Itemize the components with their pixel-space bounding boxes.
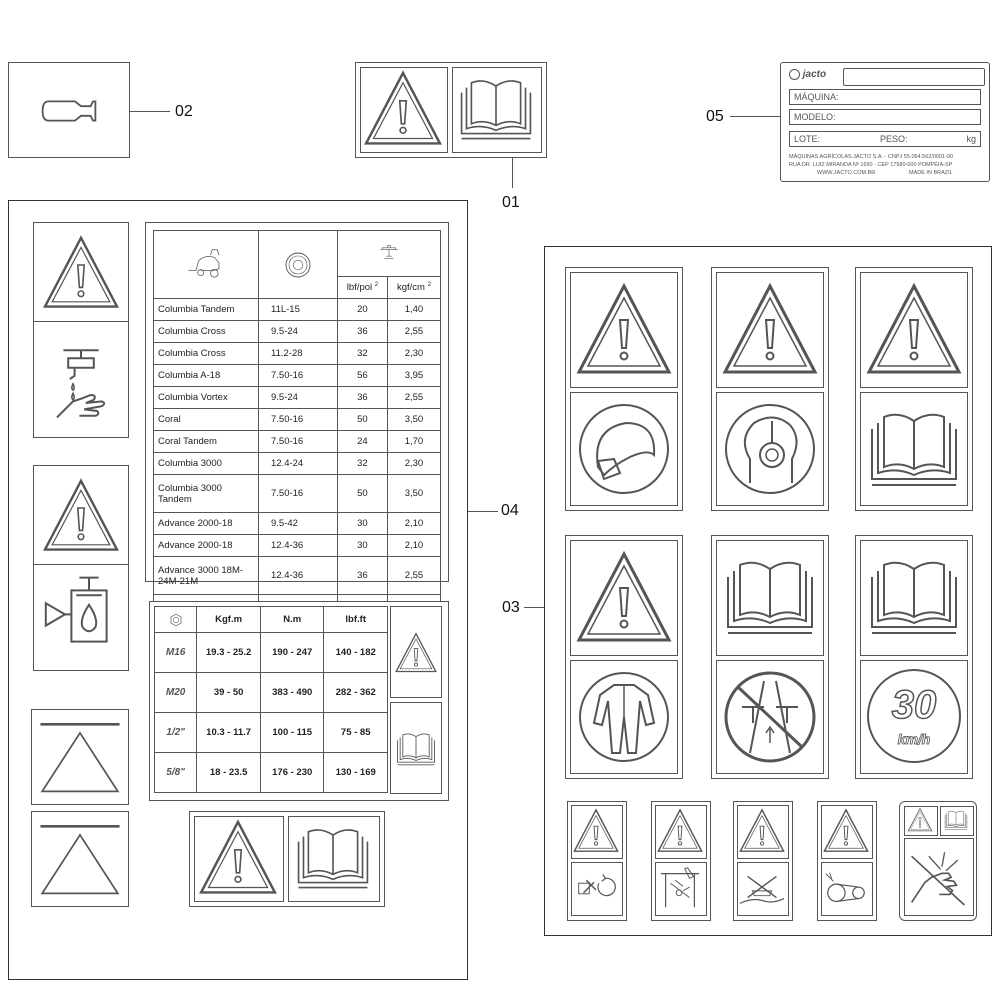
label-warning-manual-bottom	[189, 811, 385, 907]
kgf-cell: 2,55	[387, 321, 440, 343]
torque-kgf-cell: 18 - 23.5	[197, 753, 261, 793]
warning-icon	[822, 806, 870, 856]
torque-row	[155, 673, 388, 713]
tap-hand-icon	[41, 329, 121, 429]
manual-book-icon	[453, 68, 539, 150]
tire-size-cell: 11.2-28	[259, 343, 338, 365]
torque-row	[155, 713, 388, 753]
plate-brand: jacto	[802, 69, 827, 81]
leader-line-02	[130, 111, 170, 112]
leader-line-01	[512, 158, 513, 188]
kgf-cell: 3,95	[387, 365, 440, 387]
warning-icon	[394, 631, 438, 675]
tire-pressure-rows	[154, 299, 441, 617]
torque-rows	[155, 633, 388, 793]
label-small-no-step	[733, 801, 793, 921]
model-cell: Columbia 3000	[154, 453, 259, 475]
warning-icon	[574, 276, 674, 384]
sprayer-icon	[166, 246, 246, 284]
id-plate	[780, 62, 990, 182]
lbf-cell: 24	[338, 431, 388, 453]
tire-size-cell: 7.50-16	[259, 409, 338, 431]
torque-kgf-cell: 19.3 - 25.2	[197, 633, 261, 673]
rotating-shaft-icon	[572, 863, 620, 913]
model-cell: Columbia Tandem	[154, 299, 259, 321]
tire-pressure-row	[154, 387, 441, 409]
manual-book-icon	[394, 727, 438, 771]
lbf-cell: 36	[338, 387, 388, 409]
ear-protection-icon	[720, 399, 820, 499]
tire-pressure-row	[154, 475, 441, 513]
torque-nm-cell: 383 - 490	[260, 673, 323, 713]
tire-icon	[283, 250, 313, 280]
belt-hazard-icon	[822, 863, 870, 913]
label-manual-no-road	[711, 535, 829, 779]
label-warning-overall	[565, 535, 683, 779]
warning-icon	[195, 817, 281, 899]
tire-pressure-row	[154, 409, 441, 431]
kgf-cell: 2,30	[387, 453, 440, 475]
label-02-lance	[8, 62, 130, 158]
torque-lbf-cell: 140 - 182	[324, 633, 388, 673]
kgf-cell: 1,70	[387, 431, 440, 453]
label-warning-hydraulic	[33, 465, 129, 671]
lbf-cell: 56	[338, 365, 388, 387]
callout-04: 04	[501, 502, 519, 519]
torque-nm-cell: 100 - 115	[260, 713, 323, 753]
lbf-cell: 50	[338, 475, 388, 513]
manual-book-icon	[864, 547, 964, 647]
plate-row-lote-peso: LOTE: PESO: kg	[789, 131, 981, 147]
callout-02: 02	[175, 103, 193, 120]
tire-size-cell: 12.4-36	[259, 535, 338, 557]
kgf-cell: 2,55	[387, 557, 440, 595]
tire-pressure-row	[154, 343, 441, 365]
tire-pressure-row	[154, 453, 441, 475]
label-group-04	[8, 200, 468, 980]
torque-kgf-cell: 10.3 - 11.7	[197, 713, 261, 753]
torque-warning-cell	[390, 606, 442, 698]
tire-pressure-table	[153, 230, 441, 617]
torque-row	[155, 633, 388, 673]
torque-manual-cell	[390, 702, 442, 794]
plate-address-line: RUA DR. LUIZ MIRANDA Nº 1650 - CEP 17580-000 POMPÉIA-SP	[789, 162, 953, 168]
tire-size-cell: 9.5-42	[259, 513, 338, 535]
kgf-cell: 2,10	[387, 535, 440, 557]
no-step-icon	[738, 863, 786, 913]
header-kgfm: Kgf.m	[197, 607, 261, 633]
unit-lbf-header: lbf/pol $^2$	[338, 277, 388, 299]
torque-lbf-cell: 75 - 85	[324, 713, 388, 753]
torque-size-cell: M16	[155, 633, 197, 673]
kgf-cell: 1,40	[387, 299, 440, 321]
torque-kgf-cell: 39 - 50	[197, 673, 261, 713]
header-lbfft: lbf.ft	[324, 607, 388, 633]
kgf-cell: 3,50	[387, 409, 440, 431]
torque-size-cell: 1/2"	[155, 713, 197, 753]
lbf-cell: 32	[338, 343, 388, 365]
manual-book-icon	[289, 817, 377, 899]
callout-03: 03	[502, 599, 520, 616]
leader-line-04	[468, 511, 498, 512]
label-warning-ear-protection	[711, 267, 829, 511]
lbf-cell: 30	[338, 535, 388, 557]
label-small-rotating-parts	[567, 801, 627, 921]
leader-line-03	[524, 607, 544, 608]
torque-lbf-cell: 130 - 169	[324, 753, 388, 793]
tire-size-cell: 9.5-24	[259, 387, 338, 409]
warning-icon	[905, 807, 935, 833]
plate-blank-field	[843, 68, 985, 86]
tire-pressure-row	[154, 535, 441, 557]
unit-kgf-header: kgf/cm $^2$	[387, 277, 440, 299]
protective-clothing-icon	[574, 667, 674, 767]
sprayer-header-cell	[154, 231, 259, 299]
machine-hazard-icon	[656, 863, 704, 913]
plate-website: WWW.JACTO.COM.BR	[817, 170, 876, 176]
manual-book-icon	[941, 807, 971, 833]
model-cell: Coral	[154, 409, 259, 431]
callout-05: 05	[706, 108, 724, 125]
model-cell: Columbia Cross	[154, 321, 259, 343]
warning-icon	[656, 806, 704, 856]
model-cell: Columbia A-18	[154, 365, 259, 387]
model-cell: Columbia 3000 Tandem	[154, 475, 259, 513]
lbf-cell: 50	[338, 409, 388, 431]
torque-row	[155, 753, 388, 793]
callout-01: 01	[502, 194, 520, 211]
kgf-cell: 3,50	[387, 475, 440, 513]
torque-table	[154, 606, 388, 793]
label-small-crushing	[651, 801, 711, 921]
tire-size-cell: 7.50-16	[259, 431, 338, 453]
torque-size-cell: M20	[155, 673, 197, 713]
hydraulic-pressure-icon	[41, 576, 121, 656]
speed-limit-sign	[860, 660, 968, 774]
kgf-cell: 2,30	[387, 343, 440, 365]
model-cell: Advance 2000-18	[154, 535, 259, 557]
torque-lbf-cell: 282 - 362	[324, 673, 388, 713]
tire-pressure-row	[154, 321, 441, 343]
model-cell: Columbia Cross	[154, 343, 259, 365]
manual-book-icon	[864, 399, 964, 499]
warning-icon	[574, 544, 674, 652]
warning-icon	[361, 68, 445, 150]
tire-size-cell: 9.5-24	[259, 321, 338, 343]
lance-icon	[14, 81, 124, 141]
model-cell: Advance 3000 18M-24M-21M	[154, 557, 259, 595]
manual-book-icon	[720, 547, 820, 647]
triangle-icon	[36, 816, 124, 902]
bolt-icon	[169, 613, 183, 627]
label-01-warning-manual	[355, 62, 547, 158]
header-nm: N.m	[260, 607, 323, 633]
plate-row-maquina: MÁQUINA:	[789, 89, 981, 105]
tire-pressure-row	[154, 431, 441, 453]
torque-size-cell: 5/8"	[155, 753, 197, 793]
warning-icon	[864, 276, 964, 384]
helmet-icon	[574, 399, 674, 499]
plate-company-line: MÁQUINAS AGRÍCOLAS JACTO S.A. - CNPJ 55.064.562/0001-90	[789, 154, 954, 160]
torque-nm-cell: 176 - 230	[260, 753, 323, 793]
hand-injury-icon	[905, 839, 971, 913]
lbf-cell: 30	[338, 513, 388, 535]
bolt-header-cell	[155, 607, 197, 633]
tire-pressure-row	[154, 513, 441, 535]
label-warning-read-manual	[855, 267, 973, 511]
label-reflective-triangle-bottom	[31, 811, 129, 907]
lbf-cell: 36	[338, 321, 388, 343]
warning-icon	[41, 474, 121, 558]
label-group-03	[544, 246, 992, 936]
tire-size-cell: 12.4-24	[259, 453, 338, 475]
plate-made-in: MADE IN BRAZIL	[909, 170, 953, 176]
speed-unit: km/h	[897, 731, 931, 747]
lbf-cell: 32	[338, 453, 388, 475]
label-small-hand-hazard	[899, 801, 977, 921]
label-manual-speed-limit	[855, 535, 973, 779]
no-road-transit-icon	[720, 667, 820, 767]
tire-pressure-label	[145, 222, 449, 587]
tire-pressure-row	[154, 557, 441, 595]
kgf-cell: 2,10	[387, 513, 440, 535]
triangle-icon	[36, 714, 124, 800]
kgf-cell: 2,55	[387, 387, 440, 409]
model-cell: Advance 2000-18	[154, 513, 259, 535]
warning-icon	[572, 806, 620, 856]
jacto-logo-icon	[789, 69, 800, 80]
warning-icon	[41, 231, 121, 315]
lbf-cell: 36	[338, 557, 388, 595]
leader-line-05	[730, 116, 780, 117]
torque-label	[149, 601, 449, 801]
speed-value: 30	[891, 683, 937, 727]
warning-icon	[738, 806, 786, 856]
tire-pressure-row	[154, 365, 441, 387]
tire-size-cell: 7.50-16	[259, 475, 338, 513]
tire-pressure-row	[154, 299, 441, 321]
warning-icon	[720, 276, 820, 384]
model-cell: Coral Tandem	[154, 431, 259, 453]
tire-size-cell: 11L-15	[259, 299, 338, 321]
tire-size-cell: 12.4-36	[259, 557, 338, 595]
lbf-cell: 20	[338, 299, 388, 321]
label-small-belt	[817, 801, 877, 921]
label-reflective-triangle-top	[31, 709, 129, 805]
label-warning-helmet	[565, 267, 683, 511]
tire-size-cell: 7.50-16	[259, 365, 338, 387]
plate-row-modelo: MODELO:	[789, 109, 981, 125]
pressure-gauge-icon	[374, 243, 404, 265]
model-cell: Columbia Vortex	[154, 387, 259, 409]
torque-nm-cell: 190 - 247	[260, 633, 323, 673]
tire-header-cell	[259, 231, 338, 299]
label-warning-wash-hands	[33, 222, 129, 438]
gauge-header-cell	[338, 231, 441, 277]
